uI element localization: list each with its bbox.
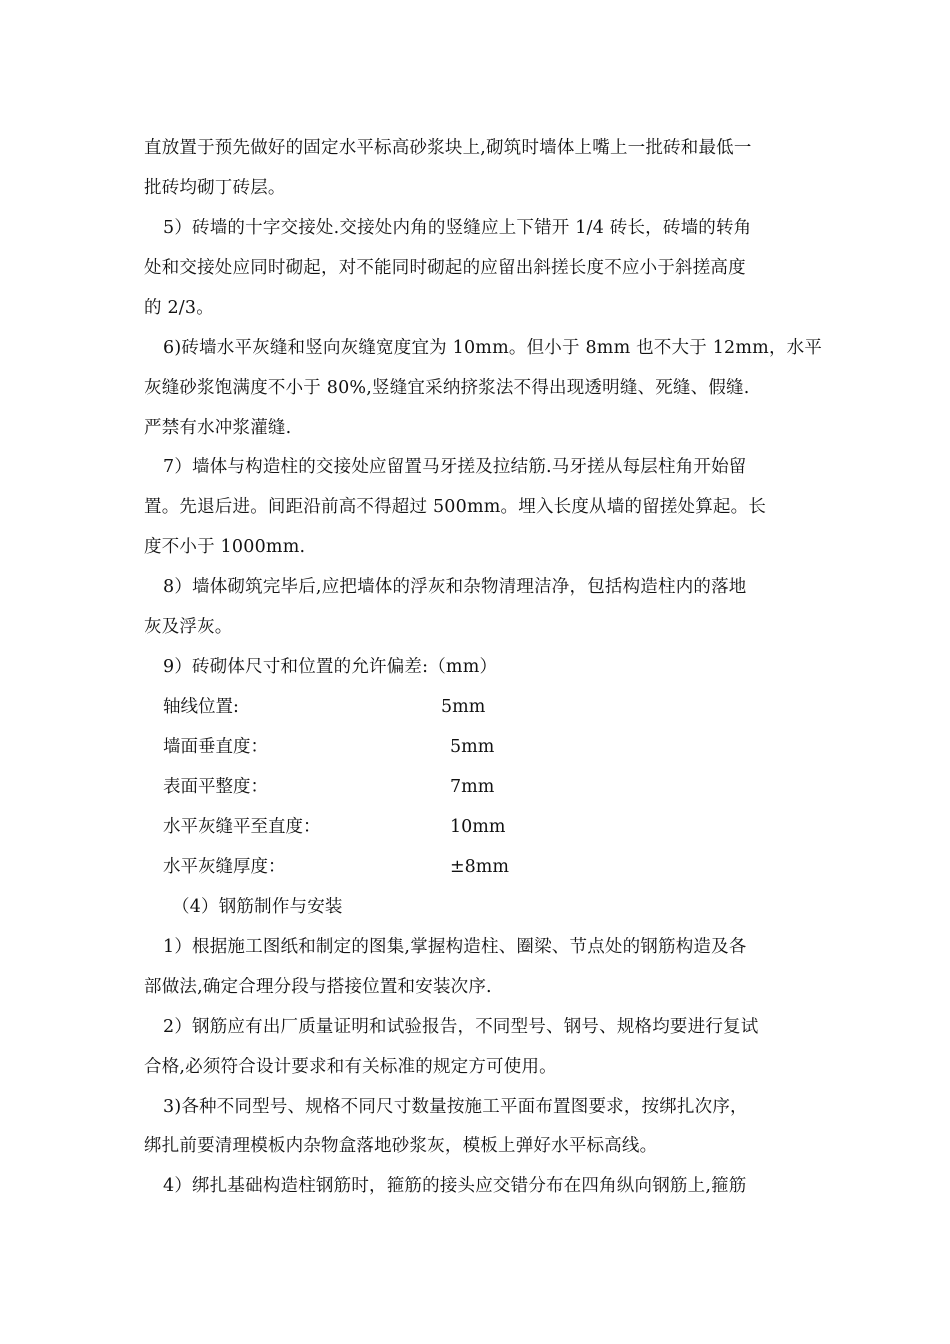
tolerance-row xyxy=(163,855,723,879)
text-line: 直放置于预先做好的固定水平标高砂浆块上,砌筑时墙体上嘴上一批砖和最低一 xyxy=(144,138,752,158)
paragraph-6-line: 严禁有水冲浆灌缝. xyxy=(144,418,292,438)
paragraph-8-line: 8）墙体砌筑完毕后,应把墙体的浮灰和杂物清理洁净，包括构造柱内的落地 xyxy=(163,577,747,597)
paragraph-5-line: 处和交接处应同时砌起，对不能同时砌起的应留出斜搓长度不应小于斜搓高度 xyxy=(144,258,746,278)
paragraph-6-line: 6)砖墙水平灰缝和竖向灰缝宽度宜为 10mm。但小于 8mm 也不大于 12mm，水平 xyxy=(163,338,823,358)
tolerance-label: 轴线位置: xyxy=(163,697,239,717)
steel-item-3-line: 3)各种不同型号、规格不同尺寸数量按施工平面布置图要求，按绑扎次序， xyxy=(163,1097,748,1117)
steel-item-4-line: 4）绑扎基础构造柱钢筋时，箍筋的接头应交错分布在四角纵向钢筋上,箍筋 xyxy=(163,1176,747,1196)
paragraph-7-line: 7）墙体与构造柱的交接处应留置马牙搓及拉结筋.马牙搓从每层柱角开始留 xyxy=(163,457,747,477)
steel-item-1-line: 部做法,确定合理分段与搭接位置和安装次序. xyxy=(144,977,492,997)
tolerance-value: 10mm xyxy=(450,817,506,837)
tolerance-value: 5mm xyxy=(441,697,486,717)
tolerance-row xyxy=(163,815,723,839)
tolerance-value: ±8mm xyxy=(450,857,509,877)
tolerance-row xyxy=(163,695,723,719)
paragraph-8-line: 灰及浮灰。 xyxy=(144,617,233,637)
paragraph-5-line: 的 2/3。 xyxy=(144,298,214,318)
steel-item-2-line: 合格,必须符合设计要求和有关标准的规定方可使用。 xyxy=(144,1057,557,1077)
steel-item-2-line: 2）钢筋应有出厂质量证明和试验报告，不同型号、钢号、规格均要进行复试 xyxy=(163,1017,759,1037)
tolerance-label: 水平灰缝平至直度： xyxy=(163,817,321,837)
paragraph-7-line: 置。先退后进。间距沿前高不得超过 500mm。埋入长度从墙的留搓处算起。长 xyxy=(144,497,767,517)
paragraph-7-line: 度不小于 1000mm. xyxy=(144,537,306,557)
paragraph-5-line: 5）砖墙的十字交接处.交接处内角的竖缝应上下错开 1/4 砖长，砖墙的转角 xyxy=(163,218,752,238)
paragraph-6-line: 灰缝砂浆饱满度不小于 80%,竖缝宜采纳挤浆法不得出现透明缝、死缝、假缝. xyxy=(144,378,750,398)
tolerance-value: 5mm xyxy=(450,737,495,757)
steel-item-1-line: 1）根据施工图纸和制定的图集,掌握构造柱、圈梁、节点处的钢筋构造及各 xyxy=(163,937,747,957)
tolerance-row xyxy=(163,775,723,799)
paragraph-9-line: 9）砖砌体尺寸和位置的允许偏差:（mm） xyxy=(163,657,498,677)
text-line: 批砖均砌丁砖层。 xyxy=(144,178,286,198)
steel-item-3-line: 绑扎前要清理模板内杂物盒落地砂浆灰，模板上弹好水平标高线。 xyxy=(144,1136,658,1156)
tolerance-label: 水平灰缝厚度： xyxy=(163,857,286,877)
tolerance-row xyxy=(163,735,723,759)
tolerance-label: 表面平整度： xyxy=(163,777,268,797)
tolerance-value: 7mm xyxy=(450,777,495,797)
section-heading: （4）钢筋制作与安装 xyxy=(172,897,343,917)
tolerance-label: 墙面垂直度： xyxy=(163,737,268,757)
